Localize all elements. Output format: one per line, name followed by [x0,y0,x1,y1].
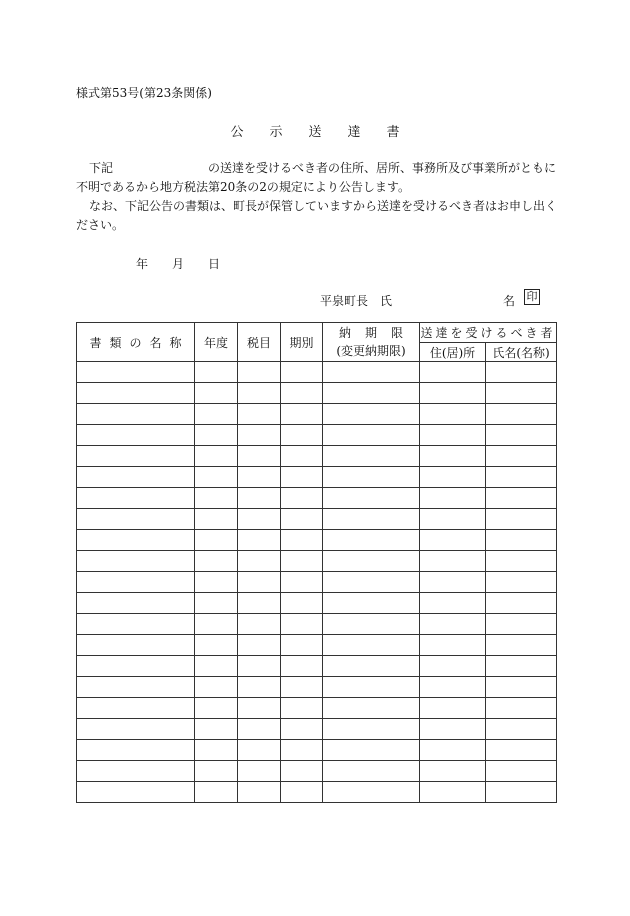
table-cell [238,488,281,509]
table-cell [281,530,323,551]
table-cell [420,782,486,803]
table-cell [77,782,195,803]
table-cell [77,509,195,530]
table-cell [77,656,195,677]
table-cell [323,572,420,593]
header-tax-item: 税目 [238,323,281,362]
table-cell [195,383,238,404]
table-cell [281,509,323,530]
table-cell [486,719,557,740]
table-cell [195,530,238,551]
table-cell [486,782,557,803]
table-cell [486,362,557,383]
table-cell [238,572,281,593]
table-cell [323,593,420,614]
date-month-label: 月 [172,257,185,271]
table-body [77,362,557,803]
table-cell [420,509,486,530]
table-row [77,698,557,719]
table-row [77,446,557,467]
table-row [77,614,557,635]
table-cell [238,677,281,698]
table-cell [195,740,238,761]
header-fiscal-year: 年度 [195,323,238,362]
header-address: 住(居)所 [420,343,486,362]
header-recipient: 送達を受けるべき者 [420,323,557,343]
table-row [77,467,557,488]
table-row [77,530,557,551]
table-cell [281,572,323,593]
table-cell [323,383,420,404]
table-cell [420,677,486,698]
table-cell [77,467,195,488]
table-cell [195,677,238,698]
table-cell [281,425,323,446]
name-label: 名 [503,294,516,308]
table-cell [195,614,238,635]
table-cell [77,425,195,446]
table-cell [281,488,323,509]
table-cell [486,467,557,488]
table-cell [486,572,557,593]
table-cell [420,551,486,572]
date-day-label: 日 [208,257,221,271]
table-cell [323,635,420,656]
table-cell [420,572,486,593]
table-cell [77,740,195,761]
table-cell [195,488,238,509]
table-cell [238,593,281,614]
table-cell [420,635,486,656]
table-row [77,425,557,446]
mayor-title: 平泉町長 氏 [320,294,393,308]
table-cell [323,551,420,572]
header-due-date [323,323,420,362]
table-cell [323,530,420,551]
table-cell [195,362,238,383]
table-cell [195,656,238,677]
table-cell [420,719,486,740]
table-cell [420,740,486,761]
paragraph2-line1: なお、下記公告の書類は、町長が保管していますから送達を受けるべき者はお申し出く [89,199,558,213]
table-cell [420,656,486,677]
table-cell [238,635,281,656]
table-cell [323,425,420,446]
table-cell [420,698,486,719]
document-title: 公示送達書 [230,125,426,140]
table-cell [420,467,486,488]
table-cell [486,593,557,614]
table-cell [420,488,486,509]
table-cell [323,614,420,635]
table-cell [420,593,486,614]
table-cell [77,719,195,740]
table-cell [195,719,238,740]
paragraph1-prefix: 下記 [89,161,114,175]
table-cell [77,530,195,551]
paragraph1-line1: の送達を受けるべき者の住所、居所、事務所及び事業所がともに [208,161,557,175]
table-cell [420,362,486,383]
table-cell [238,425,281,446]
table-cell [281,635,323,656]
table-cell [77,383,195,404]
table-row [77,488,557,509]
table-cell [195,761,238,782]
table-cell [238,530,281,551]
table-cell [195,593,238,614]
table-cell [420,383,486,404]
table-cell [420,761,486,782]
table-row [77,677,557,698]
table-cell [323,740,420,761]
table-cell [486,656,557,677]
table-row [77,656,557,677]
table-row [77,383,557,404]
table-cell [195,467,238,488]
table-cell [238,509,281,530]
table-cell [323,446,420,467]
table-cell [486,488,557,509]
table-cell [281,383,323,404]
table-cell [420,614,486,635]
table-cell [420,530,486,551]
table-cell [77,551,195,572]
table-row [77,509,557,530]
table-cell [323,362,420,383]
table-cell [486,761,557,782]
table-cell [486,698,557,719]
table-cell [77,614,195,635]
header-due-date-line2: (変更納期限) [336,344,406,358]
table-cell [238,362,281,383]
table-cell [323,509,420,530]
header-document-name: 書類の名称 [77,323,195,362]
table-cell [420,404,486,425]
table-cell [195,698,238,719]
table-cell [77,761,195,782]
table-cell [323,761,420,782]
table-cell [195,635,238,656]
table-cell [486,425,557,446]
table-cell [77,698,195,719]
table-cell [281,446,323,467]
table-cell [486,509,557,530]
table-cell [281,656,323,677]
table-cell [77,362,195,383]
table-cell [281,719,323,740]
table-cell [281,551,323,572]
table-row [77,572,557,593]
table-cell [238,446,281,467]
header-due-date-line1: 納期限 [338,326,417,340]
table-cell [281,593,323,614]
table-row [77,782,557,803]
table-cell [238,698,281,719]
table-cell [281,404,323,425]
table-cell [323,698,420,719]
table-cell [281,698,323,719]
table-cell [486,530,557,551]
table-row [77,761,557,782]
table-cell [238,614,281,635]
table-cell [281,761,323,782]
table-cell [420,425,486,446]
table-cell [486,383,557,404]
table-cell [195,425,238,446]
table-cell [238,551,281,572]
table-row [77,362,557,383]
table-cell [281,467,323,488]
table-cell [323,488,420,509]
table-cell [486,677,557,698]
paragraph2-line2: ださい。 [76,218,125,232]
table-cell [238,467,281,488]
table-cell [323,404,420,425]
table-cell [323,677,420,698]
table-cell [238,383,281,404]
table-cell [238,761,281,782]
table-row [77,635,557,656]
paragraph1-line2: 不明であるから地方税法第20条の2の規定により公告します。 [76,180,410,194]
table-cell [486,446,557,467]
table-cell [195,446,238,467]
table-cell [420,446,486,467]
seal-stamp-box: 印 [524,289,540,305]
table-cell [281,614,323,635]
table-cell [281,782,323,803]
table-cell [195,572,238,593]
table-cell [238,656,281,677]
table-cell [323,719,420,740]
table-cell [77,446,195,467]
table-cell [238,404,281,425]
table-cell [77,572,195,593]
notice-table [76,322,557,803]
table-cell [486,404,557,425]
table-cell [281,677,323,698]
table-cell [323,782,420,803]
table-cell [323,656,420,677]
table-cell [486,635,557,656]
table-row [77,551,557,572]
form-number: 様式第53号(第23条関係) [76,86,212,100]
table-cell [238,782,281,803]
table-cell [281,362,323,383]
table-cell [77,593,195,614]
table-row [77,593,557,614]
table-cell [77,677,195,698]
table-cell [77,404,195,425]
table-cell [77,488,195,509]
table-cell [281,740,323,761]
table-cell [238,719,281,740]
table-cell [77,635,195,656]
table-row [77,404,557,425]
table-cell [323,467,420,488]
header-name: 氏名(名称) [486,343,557,362]
table-cell [195,551,238,572]
table-cell [486,740,557,761]
table-cell [195,782,238,803]
table-cell [195,404,238,425]
table-cell [238,740,281,761]
date-year-label: 年 [136,257,149,271]
table-cell [195,509,238,530]
table-cell [486,614,557,635]
header-period: 期別 [281,323,323,362]
table-row [77,719,557,740]
table-cell [486,551,557,572]
table-row [77,740,557,761]
